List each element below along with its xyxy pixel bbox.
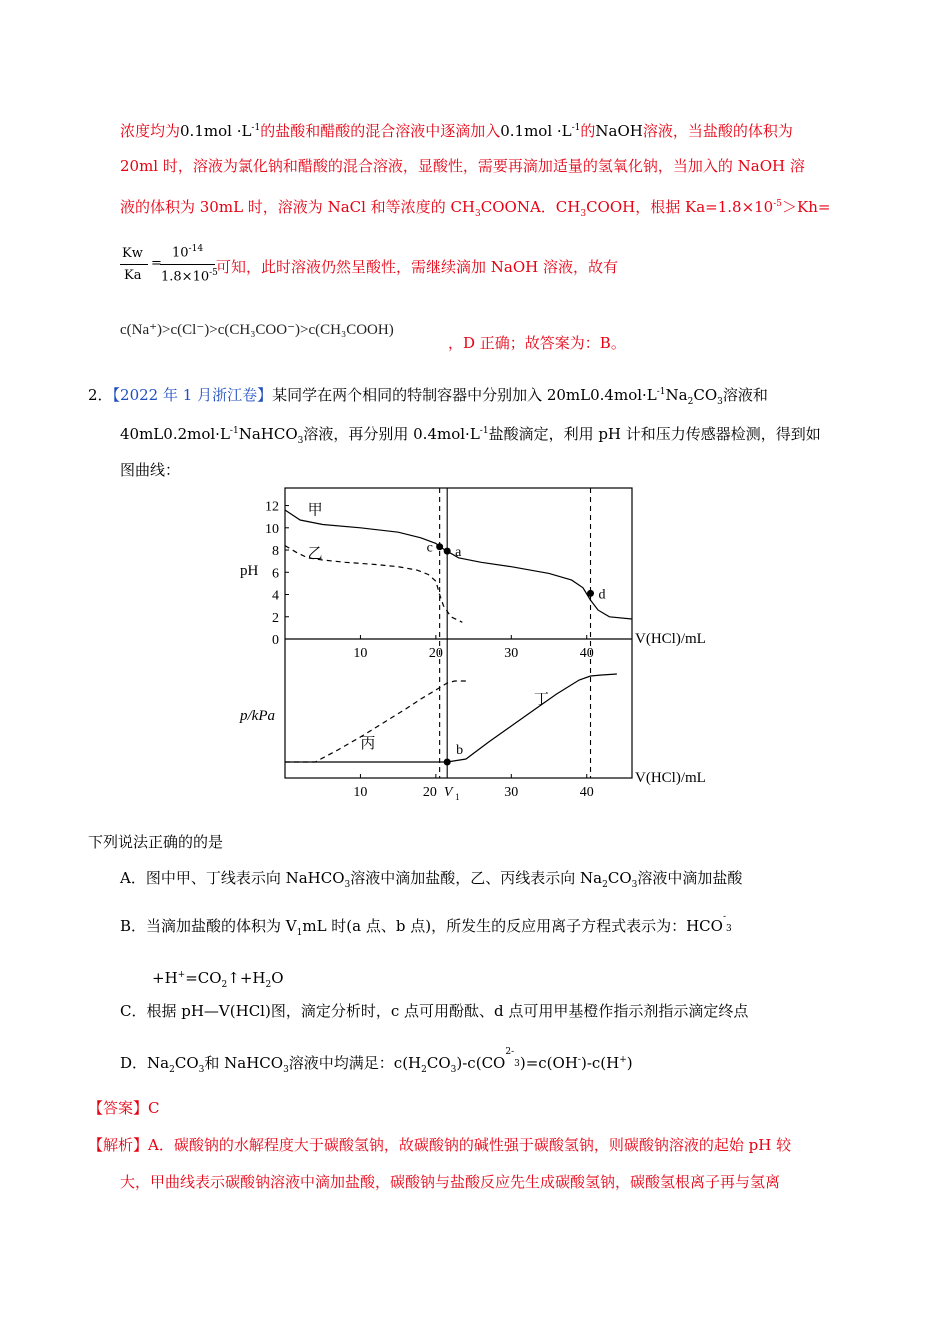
x-tick-label: 10 [353, 785, 368, 800]
series-label-jia: 甲 [307, 502, 323, 519]
prev-analysis-line-1: 浓度均为$0.1mol \cdot L^{-1}$的盐酸和醋酸的混合溶液中逐滴加入$0.1mol \cdot L^{-1}$的NaOH溶液，当盐酸的体积为 [120, 122, 793, 140]
prev-analysis-line-3: 液的体积为 30mL 时，溶液为 NaCl 和等浓度的 $CH_3COONA$．$CH_3COOH$，根据 $Ka=1.8\times 10^{-5}>Kh=$ [120, 198, 831, 219]
series-label-ding: 丁 [533, 692, 549, 708]
point-d [587, 590, 594, 597]
prev-analysis-line-4: 可知，此时溶液仍然呈酸性，需继续滴加 NaOH 溶液，故有 [216, 258, 618, 276]
series-label-yi: 乙 [307, 545, 323, 562]
question-stem-line-2: $40mL0.2mol\cdot L^{-1}NaHCO_3$溶液，再分别用 $0.4mol\cdot L^{-1}$盐酸滴定，利用 pH 计和压力传感器检测，得到如 [120, 425, 821, 446]
y-tick-label: 12 [265, 499, 279, 515]
prev-analysis-line-5: ，D 正确；故答案为：B。 [448, 334, 626, 352]
y-tick-label: 4 [272, 588, 279, 604]
series-bing-line [285, 681, 466, 762]
y-tick-label: 0 [272, 633, 279, 648]
y-tick-label: 2 [272, 610, 279, 626]
question-prompt: 下列说法正确的的是 [88, 833, 224, 851]
series-ding-line [285, 674, 617, 762]
option-a[interactable]: A．图中甲、丁线表示向 NaHCO$_3$溶液中滴加盐酸，乙、丙线表示向 $Na_2CO_3$溶液中滴加盐酸 [120, 869, 743, 890]
x-axis-label-top: V(HCl)/mL [635, 631, 706, 647]
point-label-c: c [426, 540, 433, 556]
series-label-bing: 丙 [360, 736, 376, 752]
point-label-b: b [456, 743, 464, 758]
analysis-label: 【解析】 [88, 1136, 149, 1154]
y-axis-label-bottom: p/kPa [240, 708, 275, 724]
y-axis-label-top: pH [240, 563, 259, 579]
answer-line [88, 1098, 160, 1118]
question-stem-line-3: 图曲线： [120, 461, 181, 479]
analysis-line-1: 【解析】A．碳酸钠的水解程度大于碳酸氢钠，故碳酸钠的碱性强于碳酸氢钠，则碳酸钠溶液的起始 pH 较 [88, 1136, 792, 1154]
analysis-line-2: 大，甲曲线表示碳酸钠溶液中滴加盐酸，碳酸钠与盐酸反应先生成碳酸氢钠，碳酸氢根离子再与氢离 [120, 1173, 781, 1191]
x-tick-label: 20 [422, 785, 437, 800]
question-stem-line-1: 2．【2022 年 1 月浙江卷】某同学在两个相同的特制容器中分别加入 $20mL0.4mol\cdot L^{-1}Na_2CO_3$溶液和 [88, 386, 768, 407]
point-c [436, 543, 443, 550]
point-label-a: a [455, 545, 462, 561]
x-tick-label: 20 [428, 646, 443, 661]
x-tick-label: 30 [504, 785, 519, 800]
x-tick-label: 40 [579, 646, 594, 661]
question-source: 【2022 年 1 月浙江卷】 [112, 386, 273, 404]
y-tick-label: 10 [265, 521, 279, 537]
series-jia-line [285, 510, 632, 619]
point-label-d: d [598, 587, 606, 603]
concentration-inequality: c(Na⁺)>c(Cl⁻)>c(CH₃COO⁻)>c(CH₃COOH) [120, 322, 394, 338]
figure-frame [285, 488, 632, 778]
x-axis-label-bottom: V(HCl)/mL [635, 770, 706, 786]
option-b[interactable]: B．当滴加盐酸的体积为 $V_1mL$ 时(a 点、b 点)，所发生的反应用离子方程式表示为：$HCO^-_3$ [120, 912, 732, 938]
x-tick-subscript: 1 [455, 792, 460, 802]
x-tick-label: 10 [353, 646, 368, 661]
option-d[interactable]: D．$Na_2CO_3$和 NaHCO$_3$溶液中均满足：$c(H_2CO_3)-c(CO^{2-}_3)=c(OH^-)-c(H^+)$ [120, 1047, 633, 1075]
x-tick-label: 40 [579, 785, 594, 800]
point-a [444, 548, 451, 555]
titration-figure [230, 482, 730, 802]
x-tick-label-v1: V [443, 785, 453, 800]
y-tick-label: 8 [272, 544, 279, 560]
question-number: 2． [88, 386, 113, 404]
option-c[interactable]: C．根据 pH—V(HCl)图，滴定分析时，c 点可用酚酞、d 点可用甲基橙作指示剂指示滴定终点 [120, 1002, 749, 1020]
y-tick-label: 6 [272, 566, 279, 582]
answer-label: 【答案】 [88, 1099, 149, 1117]
answer-value: C [148, 1099, 160, 1117]
x-tick-label: 30 [504, 646, 519, 661]
prev-analysis-line-2: 20ml 时，溶液为氯化钠和醋酸的混合溶液，显酸性，需要再滴加适量的氢氧化钠，当加入的 NaOH 溶 [120, 157, 805, 175]
point-b [444, 759, 451, 766]
option-b-continued: $+H^+=CO_2↑+H_2O$ [152, 969, 284, 990]
